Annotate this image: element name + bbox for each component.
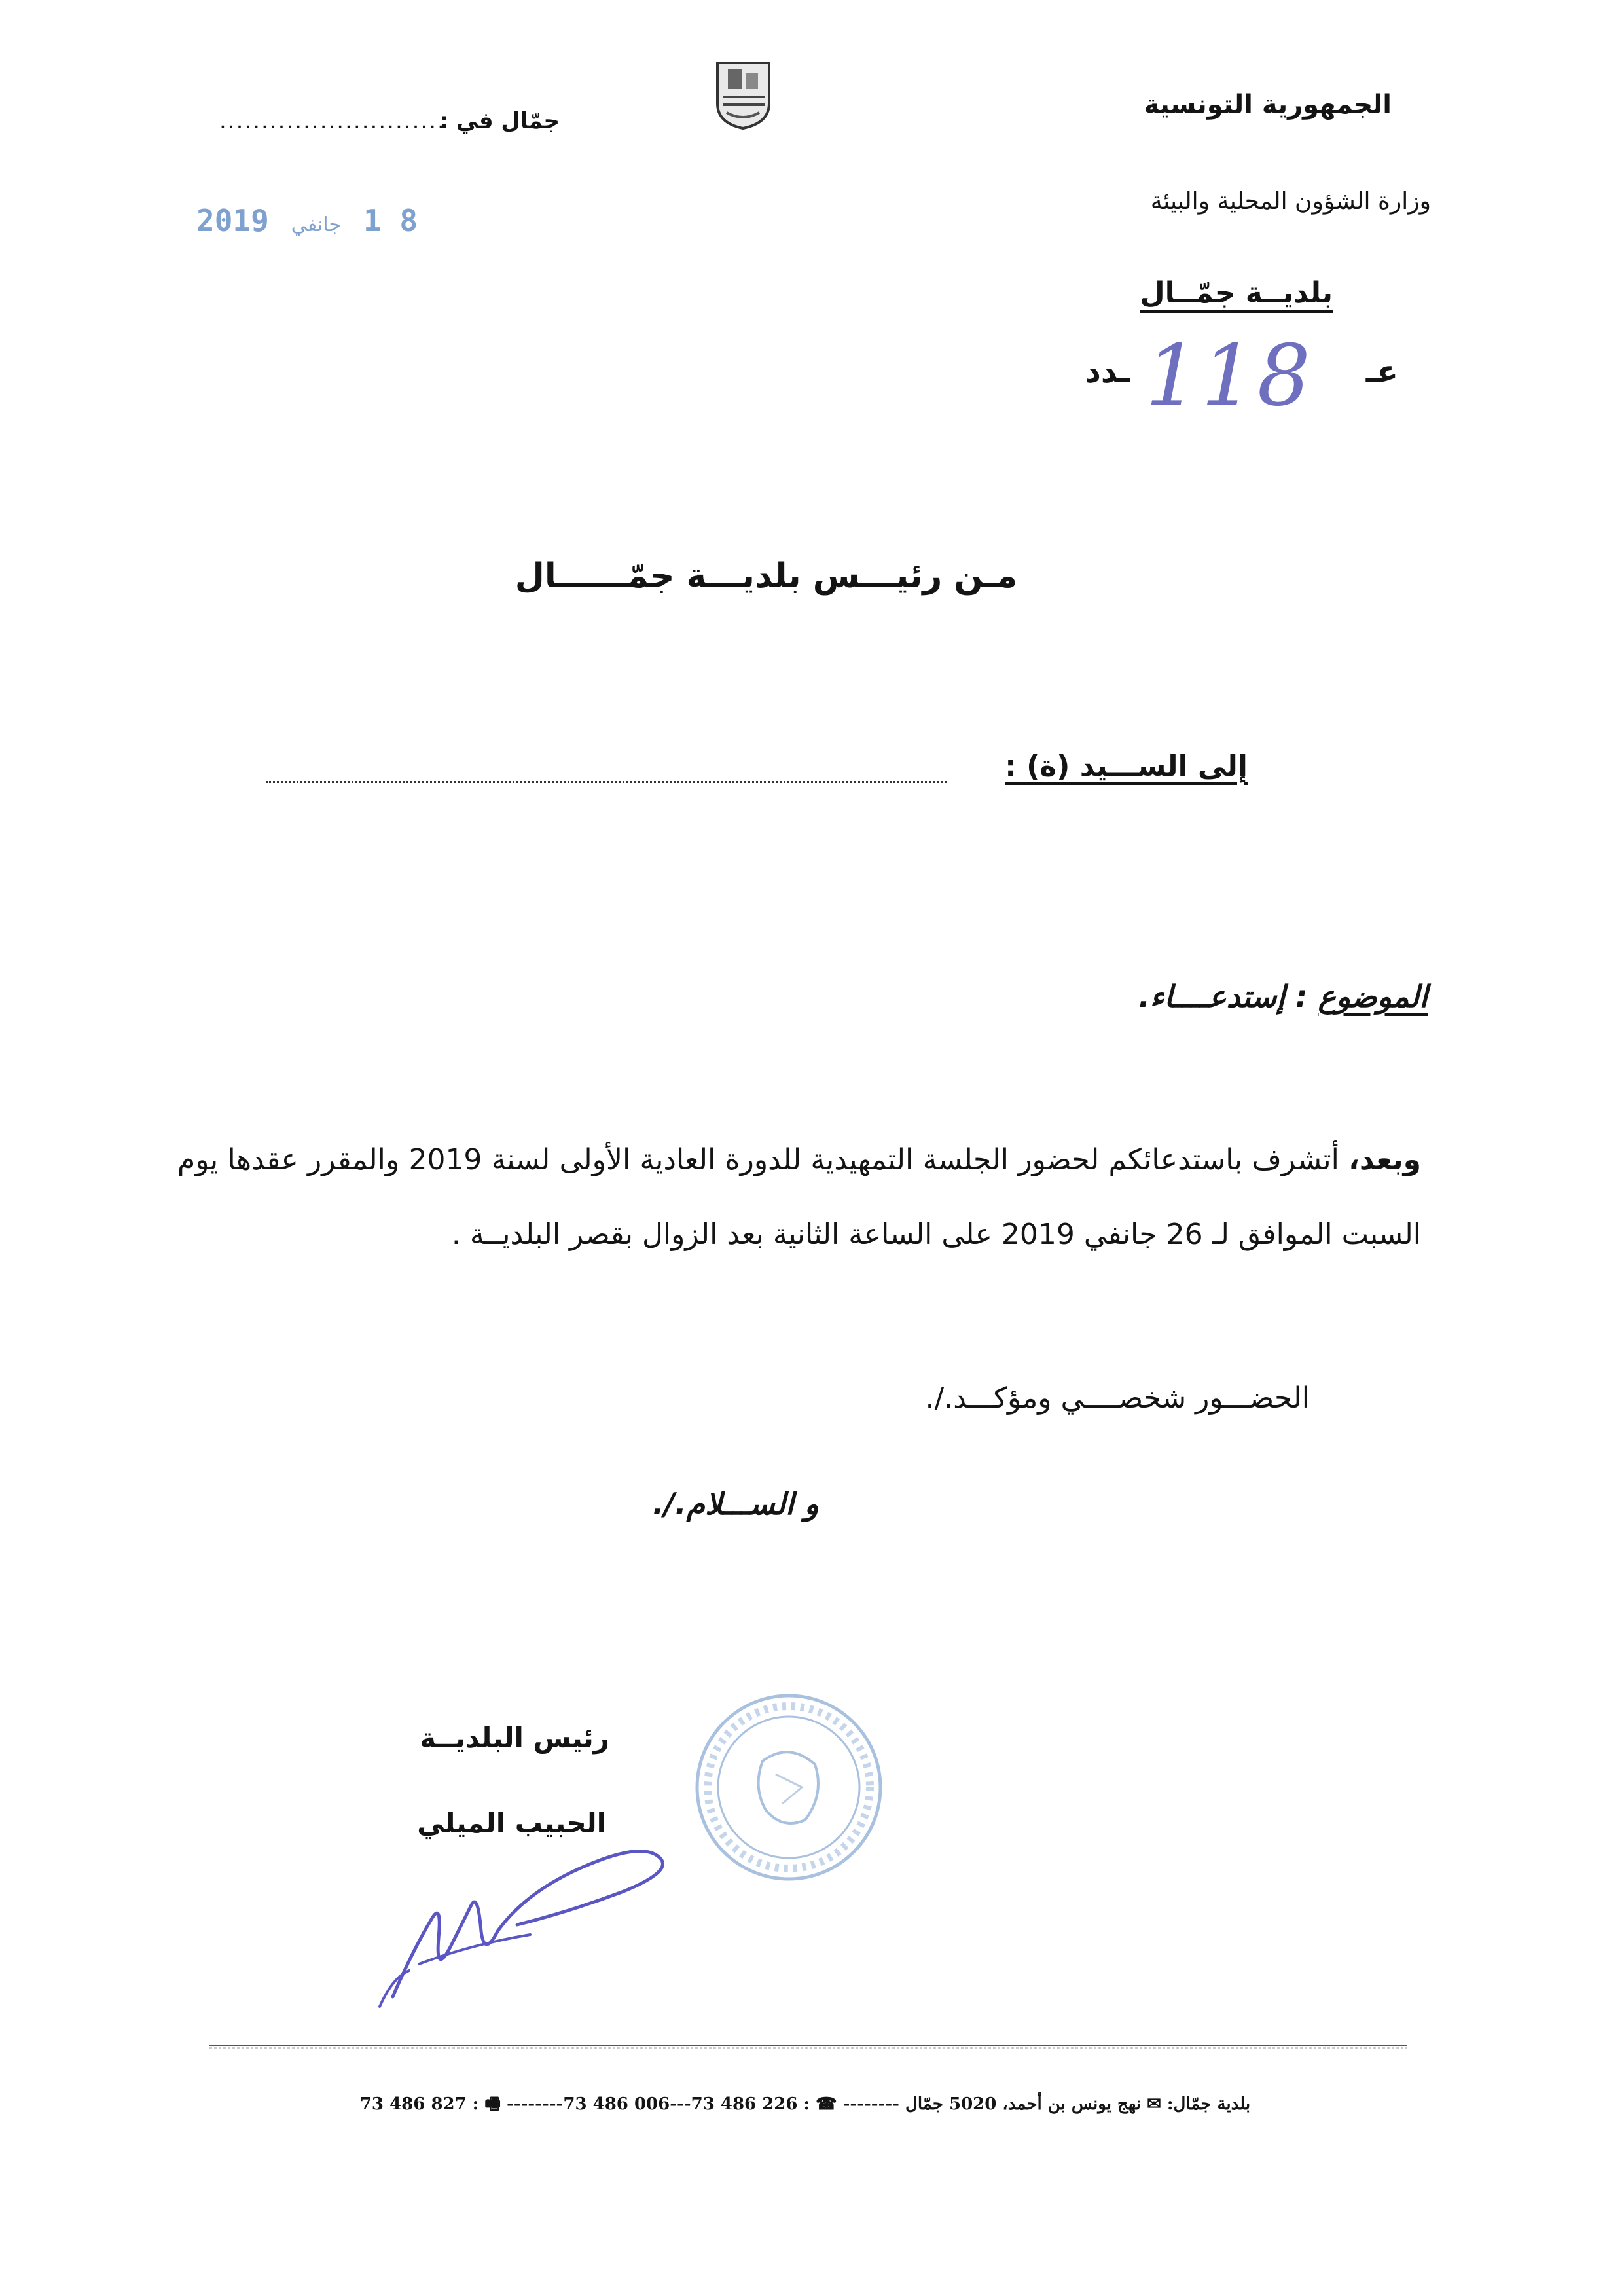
reference-label: عـ: [1365, 354, 1398, 390]
handwritten-reference-number: 118: [1145, 327, 1313, 425]
municipality-emblem-icon: [712, 58, 774, 131]
date-label: جمّال في :: [439, 108, 560, 134]
date-placeholder-dots: ...........................: [219, 108, 446, 134]
subject-label: الموضوع: [1318, 979, 1428, 1014]
municipality-name: بلديــة جمّــال: [1140, 276, 1333, 310]
recipient-label: إلى الســـيد (ة) :: [1005, 750, 1248, 783]
ministry-name: وزارة الشؤون المحلية والبيئة: [1150, 188, 1431, 215]
handwritten-signature: [373, 1846, 713, 2016]
letterhead: [1064, 85, 1431, 313]
date-line: [219, 108, 560, 147]
reference-number-row: [1012, 327, 1405, 432]
stamp-day: 1 8: [363, 203, 418, 238]
stamp-year: 2019: [196, 203, 269, 238]
paragraph-text: أتشرف باستدعائكم لحضور الجلسة التمهيدية للدورة العادية الأولى لسنة 2019 والمقرر عقدها يوم السبت الموافق لـ 26 جانفي 2019 على الساعة الثانية بعد الزوال بقصر البلديــة .: [177, 1143, 1421, 1251]
footer-divider: [209, 2043, 1407, 2049]
recipient-dotted-line: [266, 781, 947, 783]
attendance-note: الحضـــور شخصــــي ومؤكـــد./.: [925, 1381, 1310, 1415]
received-date-stamp: [196, 203, 418, 249]
subject-value: : إستدعــــاء.: [1138, 979, 1318, 1014]
signatory-name: الحبيب الميلي: [417, 1807, 606, 1839]
stamp-month: جانفي: [291, 213, 341, 236]
reference-label-suffix: ـدد: [1085, 354, 1130, 390]
official-round-stamp: [691, 1689, 887, 1886]
republic-name: الجمهورية التونسية: [1144, 90, 1392, 120]
letter-from-title: مـن رئيـــس بلديـــة جمّــــــال: [514, 556, 1018, 596]
subject-line: [1138, 979, 1428, 1014]
paragraph-opener: وبعد،: [1348, 1143, 1422, 1176]
signatory-title: رئيس البلديــة: [420, 1722, 609, 1754]
closing-salutation: و الســـلام./.: [652, 1486, 819, 1522]
letter-body-paragraph: [177, 1123, 1421, 1272]
footer-contact-info: بلدية جمّال: ✉ نهج يونس بن أحمد، 5020 جمّال -------- ☎ : 226 486 73---006 486 73-------- 🖷 : 827 486 73: [359, 2094, 1251, 2114]
recipient-line: [266, 750, 1248, 795]
